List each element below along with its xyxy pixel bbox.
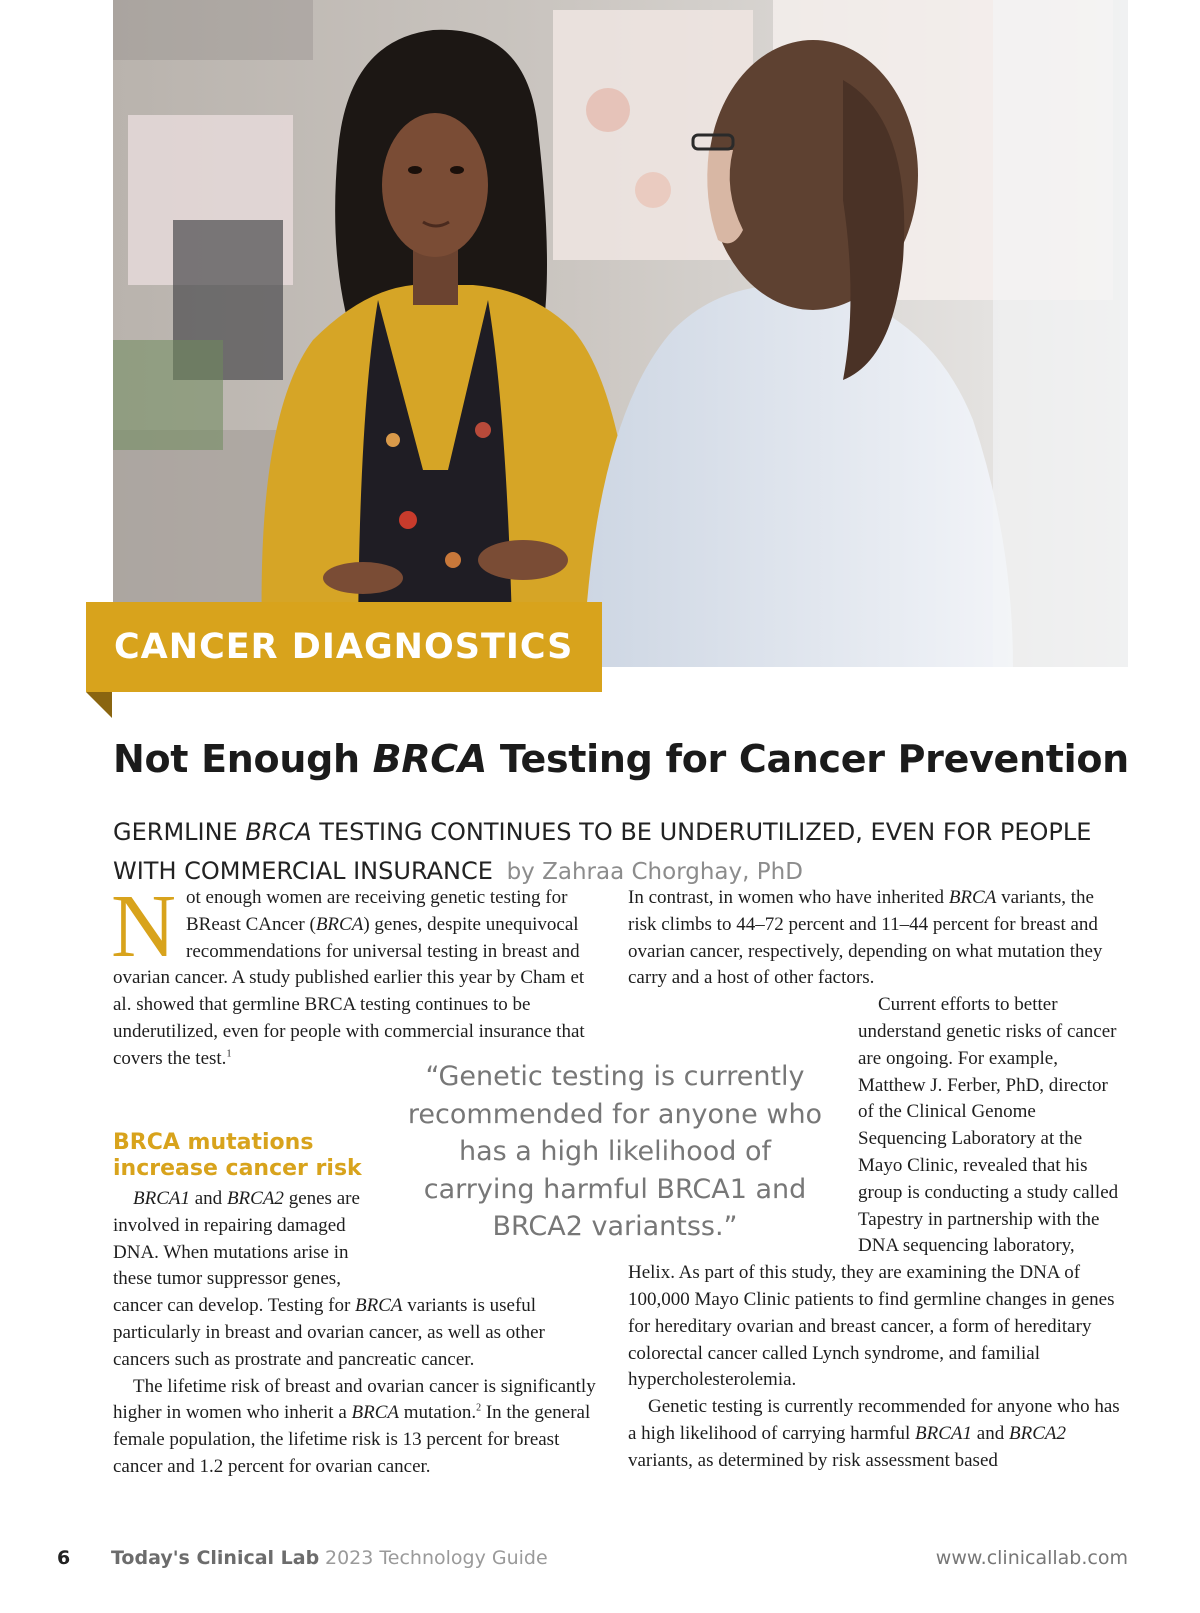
c2p3-text-a: Genetic testing is currently recommended for anyone who has a high likelihood of carrying harmful xyxy=(628,1396,1120,1444)
p3-text-c: mutation. xyxy=(399,1402,477,1424)
website-link[interactable]: www.clinicallab.com xyxy=(935,1547,1128,1569)
p3-italic: BRCA xyxy=(351,1402,400,1424)
c2p3-brca1: BRCA1 xyxy=(915,1422,973,1444)
brca1-italic: BRCA1 xyxy=(133,1188,190,1209)
drop-cap: N xyxy=(111,877,176,976)
column-1-top xyxy=(111,877,605,1073)
article-subtitle xyxy=(113,813,1113,892)
p2-text-b: and xyxy=(190,1188,227,1209)
paragraph-contrast xyxy=(628,885,1120,992)
c2p1-italic: BRCA xyxy=(948,887,997,908)
intro-text-b: ) genes, despite unequivocal recommendations for universal testing in breast and ovarian cancer. A study published earlier this year by Cham et al. showed that germline BRCA testing continues to be underutilized, even for people with commercial insurance that covers the test. xyxy=(113,913,585,1069)
title-part-2: Testing for Cancer Prevention xyxy=(487,737,1129,781)
c2p1-text-c: variants, the risk climbs to 44–72 percent and 11–44 percent for breast and ovarian cancer, respectively, depending on what mutation they carry and a host of other factors. xyxy=(628,887,1103,989)
issue-name: 2023 Technology Guide xyxy=(325,1547,548,1569)
p3-text-a: The lifetime risk of breast and ovarian cancer is significantly higher in women who inherit a xyxy=(113,1375,596,1424)
hero-illustration xyxy=(113,0,1128,667)
c2p3-text-c: and xyxy=(972,1422,1009,1444)
footnote-1: 1 xyxy=(226,1048,232,1060)
article-title xyxy=(113,737,1129,781)
brca2-italic: BRCA2 xyxy=(226,1188,284,1209)
paragraph-current-efforts: Current efforts to better understand genetic risks of cancer are ongoing. For example, Matthew J. Ferber, PhD, director of the Clinical Genome Sequencing Laboratory at the Mayo Clinic, revealed that his group is conducting a study called Tapestry in partnership with the DNA sequencing laboratory, Helix. As part of this study, they are examining the DNA of 100,000 Mayo Clinic patients to find germline changes in genes for hereditary ovarian and breast cancer, a form of hereditary colorectal cancer called Lynch syndrome, and familial hypercholesterolemia. xyxy=(628,994,1119,1391)
pull-quote: “Genetic testing is currently recommended for anyone who has a high likelihood of carrying harmful BRCA1 and BRCA2 variantss.” xyxy=(407,1061,823,1242)
title-part-1: Not Enough xyxy=(113,737,373,781)
paragraph-lifetime-risk xyxy=(113,1374,605,1481)
publication-name: Today's Clinical Lab xyxy=(111,1547,320,1569)
subtitle-part-2: TESTING CONTINUES TO BE UNDERUTILIZED, EVEN FOR PEOPLE WITH COMMERCIAL INSURANCE xyxy=(113,818,1092,885)
page-number: 6 xyxy=(57,1547,71,1569)
section-label: CANCER DIAGNOSTICS xyxy=(114,627,574,667)
p2-text-f: variants is useful particularly in breast and ovarian cancer, as well as other cancers such as prostrate and pancreatic cancer. xyxy=(113,1295,545,1370)
c2p1-text-a: In contrast, in women who have inherited xyxy=(628,887,949,908)
intro-text-a: ot enough women are receiving genetic testing for BReast CAncer ( xyxy=(186,887,568,935)
subtitle-part-1: GERMLINE xyxy=(113,818,246,846)
paragraph-genetic-testing xyxy=(628,1394,1120,1474)
footnote-2: 2 xyxy=(476,1403,482,1415)
section-banner xyxy=(86,602,602,692)
brca-italic: BRCA xyxy=(355,1295,403,1317)
p3-text-d: In the general female population, the lifetime risk is 13 percent for breast cancer and 1.2 percent for ovarian cancer. xyxy=(113,1402,591,1477)
banner-fold xyxy=(86,692,112,718)
p2-text-d: genes are involved in repairing damaged DNA. When mutations arise in these tumor suppressor genes, cancer can develop. Testing for xyxy=(113,1188,360,1317)
c2p3-text-e: variants, as determined by risk assessment based xyxy=(628,1449,998,1471)
byline: by Zahraa Chorghay, PhD xyxy=(506,859,803,885)
subhead-line-2: increase cancer risk xyxy=(113,1156,362,1181)
intro-italic: BRCA xyxy=(315,913,364,935)
intro-paragraph xyxy=(111,877,605,1073)
hero-photo xyxy=(113,0,1128,667)
c2p3-brca2: BRCA2 xyxy=(1008,1422,1066,1444)
subtitle-italic: BRCA xyxy=(245,818,312,846)
title-italic: BRCA xyxy=(372,737,487,781)
subhead-line-1: BRCA mutations xyxy=(113,1130,314,1155)
